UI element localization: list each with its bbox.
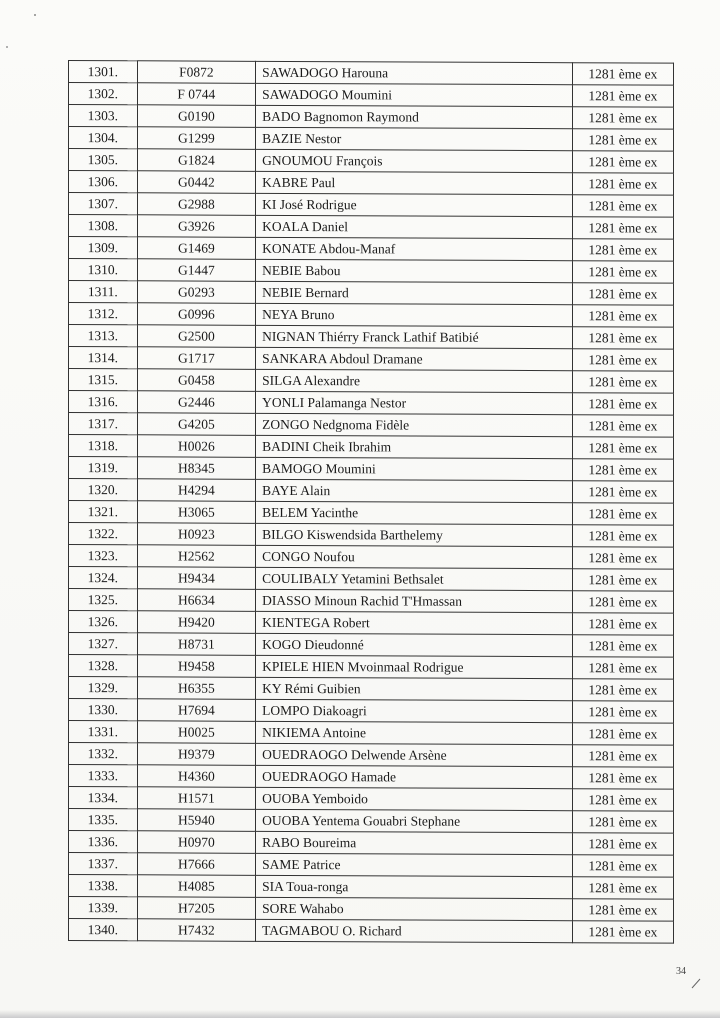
candidate-name-cell: SAME Patrice (256, 853, 573, 876)
registration-code-cell: G1447 (137, 259, 256, 282)
registration-code-cell: G1299 (137, 127, 256, 150)
registration-code-cell: G1717 (137, 347, 256, 370)
registration-code-cell: H7666 (137, 853, 256, 876)
registration-code-cell: H9458 (137, 655, 256, 678)
rank-cell: 1281 ème ex (572, 415, 673, 437)
row-number-cell: 1330. (69, 699, 138, 721)
row-number-cell: 1340. (69, 919, 138, 941)
candidate-name-cell: KY Rémi Guibien (256, 677, 573, 700)
table-row (69, 215, 674, 240)
candidate-name-cell: BELEM Yacinthe (256, 501, 573, 524)
candidate-name-cell: KI José Rodrigue (256, 193, 573, 216)
rank-cell: 1281 ème ex (572, 569, 673, 591)
candidate-name-cell: NIGNAN Thiérry Franck Lathif Batibié (256, 325, 573, 348)
rank-cell: 1281 ème ex (572, 767, 673, 789)
candidate-name-cell: KIENTEGA Robert (256, 611, 573, 634)
candidate-name-cell: GNOUMOU François (256, 149, 573, 172)
row-number-cell: 1337. (69, 853, 138, 875)
row-number-cell: 1335. (69, 809, 138, 831)
rank-cell: 1281 ème ex (572, 503, 673, 525)
candidate-name-cell: BILGO Kiswendsida Barthelemy (256, 523, 573, 546)
row-number-cell: 1317. (69, 413, 138, 435)
rank-cell: 1281 ème ex (572, 63, 673, 85)
rank-cell: 1281 ème ex (572, 723, 673, 745)
rank-cell: 1281 ème ex (572, 173, 673, 195)
registration-code-cell: H7694 (137, 699, 256, 722)
candidate-name-cell: OUEDRAOGO Hamade (256, 765, 573, 788)
registration-code-cell: H8731 (137, 633, 256, 656)
candidate-name-cell: SORE Wahabo (256, 897, 573, 920)
table-row (69, 875, 674, 900)
rank-cell: 1281 ème ex (572, 899, 673, 921)
row-number-cell: 1304. (69, 127, 138, 149)
row-number-cell: 1338. (69, 875, 138, 897)
rank-cell: 1281 ème ex (572, 85, 673, 107)
table-row (69, 171, 674, 196)
row-number-cell: 1308. (69, 215, 138, 237)
rank-cell: 1281 ème ex (572, 371, 673, 393)
registration-code-cell: H1571 (137, 787, 256, 810)
rank-cell: 1281 ème ex (572, 349, 673, 371)
rank-cell: 1281 ème ex (572, 151, 673, 173)
page-number: 34 (676, 966, 686, 977)
table-row (69, 479, 674, 504)
rank-cell: 1281 ème ex (572, 547, 673, 569)
registration-code-cell: G2500 (137, 325, 256, 348)
table-row (69, 677, 674, 702)
candidate-name-cell: SIA Toua-ronga (256, 875, 573, 898)
row-number-cell: 1321. (69, 501, 138, 523)
rank-cell: 1281 ème ex (572, 261, 673, 283)
registration-code-cell: H9379 (137, 743, 256, 766)
candidate-name-cell: OUEDRAOGO Delwende Arsène (256, 743, 573, 766)
registration-code-cell: H9434 (137, 567, 256, 590)
rank-cell: 1281 ème ex (572, 877, 673, 899)
table-row (69, 281, 674, 306)
row-number-cell: 1334. (69, 787, 138, 809)
row-number-cell: 1329. (69, 677, 138, 699)
candidate-name-cell: BAZIE Nestor (256, 127, 573, 150)
results-table (68, 60, 674, 944)
table-row (69, 655, 674, 680)
table-row (69, 391, 674, 416)
candidate-name-cell: NIKIEMA Antoine (256, 721, 573, 744)
registration-code-cell: F0872 (137, 61, 256, 84)
rank-cell: 1281 ème ex (572, 657, 673, 679)
rank-cell: 1281 ème ex (572, 789, 673, 811)
table-row (69, 545, 674, 570)
registration-code-cell: G0458 (137, 369, 256, 392)
rank-cell: 1281 ème ex (572, 613, 673, 635)
rank-cell: 1281 ème ex (572, 107, 673, 129)
registration-code-cell: H0025 (137, 721, 256, 744)
registration-code-cell: H6355 (137, 677, 256, 700)
rank-cell: 1281 ème ex (572, 635, 673, 657)
table-row (69, 369, 674, 394)
rank-cell: 1281 ème ex (572, 811, 673, 833)
table-row (69, 743, 674, 768)
row-number-cell: 1332. (69, 743, 138, 765)
rank-cell: 1281 ème ex (572, 921, 673, 943)
speck-mark (6, 46, 8, 48)
table-row (69, 787, 674, 812)
candidate-name-cell: KOGO Dieudonné (256, 633, 573, 656)
table-row (69, 765, 674, 790)
candidate-name-cell: CONGO Noufou (256, 545, 573, 568)
candidate-name-cell: SANKARA Abdoul Dramane (256, 347, 573, 370)
registration-code-cell: H2562 (137, 545, 256, 568)
registration-code-cell: F 0744 (137, 83, 256, 106)
candidate-name-cell: KOALA Daniel (256, 215, 573, 238)
row-number-cell: 1314. (69, 347, 138, 369)
table-row (69, 303, 674, 328)
registration-code-cell: G1824 (137, 149, 256, 172)
table-row (69, 457, 674, 482)
candidate-name-cell: KPIELE HIEN Mvoinmaal Rodrigue (256, 655, 573, 678)
table-row (69, 523, 674, 548)
row-number-cell: 1301. (69, 61, 138, 83)
rank-cell: 1281 ème ex (572, 129, 673, 151)
registration-code-cell: H0923 (137, 523, 256, 546)
table-row (69, 633, 674, 658)
table-row (69, 721, 674, 746)
registration-code-cell: H0026 (137, 435, 256, 458)
row-number-cell: 1302. (69, 83, 138, 105)
table-row (69, 897, 674, 922)
row-number-cell: 1309. (69, 237, 138, 259)
registration-code-cell: G2988 (137, 193, 256, 216)
candidate-name-cell: ZONGO Nedgnoma Fidèle (256, 413, 573, 436)
candidate-name-cell: NEBIE Bernard (256, 281, 573, 304)
candidate-name-cell: SAWADOGO Harouna (256, 61, 573, 84)
row-number-cell: 1325. (69, 589, 138, 611)
registration-code-cell: H8345 (137, 457, 256, 480)
table-row (69, 919, 674, 944)
registration-code-cell: H5940 (137, 809, 256, 832)
table-row (69, 149, 674, 174)
rank-cell: 1281 ème ex (572, 481, 673, 503)
row-number-cell: 1336. (69, 831, 138, 853)
row-number-cell: 1322. (69, 523, 138, 545)
row-number-cell: 1319. (69, 457, 138, 479)
candidate-name-cell: LOMPO Diakoagri (256, 699, 573, 722)
rank-cell: 1281 ème ex (572, 525, 673, 547)
row-number-cell: 1307. (69, 193, 138, 215)
rank-cell: 1281 ème ex (572, 437, 673, 459)
table-row (69, 567, 674, 592)
rank-cell: 1281 ème ex (572, 701, 673, 723)
registration-code-cell: G0190 (137, 105, 256, 128)
table-row (69, 435, 674, 460)
rank-cell: 1281 ème ex (572, 591, 673, 613)
row-number-cell: 1331. (69, 721, 138, 743)
row-number-cell: 1313. (69, 325, 138, 347)
table-row (69, 413, 674, 438)
row-number-cell: 1324. (69, 567, 138, 589)
registration-code-cell: H3065 (137, 501, 256, 524)
rank-cell: 1281 ème ex (572, 305, 673, 327)
row-number-cell: 1312. (69, 303, 138, 325)
rank-cell: 1281 ème ex (572, 239, 673, 261)
table-row (69, 325, 674, 350)
row-number-cell: 1306. (69, 171, 138, 193)
registration-code-cell: G1469 (137, 237, 256, 260)
candidate-name-cell: KONATE Abdou-Manaf (256, 237, 573, 260)
row-number-cell: 1320. (69, 479, 138, 501)
rank-cell: 1281 ème ex (572, 217, 673, 239)
table-row (69, 611, 674, 636)
row-number-cell: 1339. (69, 897, 138, 919)
row-number-cell: 1310. (69, 259, 138, 281)
table-row (69, 61, 674, 86)
scan-edge-shadow (0, 1010, 720, 1018)
registration-code-cell: G0442 (137, 171, 256, 194)
table-row (69, 83, 674, 108)
candidate-name-cell: TAGMABOU O. Richard (256, 919, 573, 942)
table-row (69, 347, 674, 372)
speck-mark (34, 14, 36, 16)
candidate-name-cell: DIASSO Minoun Rachid T'Hmassan (256, 589, 573, 612)
row-number-cell: 1323. (69, 545, 138, 567)
results-table-body (69, 61, 674, 944)
registration-code-cell: H4360 (137, 765, 256, 788)
registration-code-cell: H4294 (137, 479, 256, 502)
table-row (69, 237, 674, 262)
candidate-name-cell: SILGA Alexandre (256, 369, 573, 392)
row-number-cell: 1316. (69, 391, 138, 413)
pen-stroke-mark (690, 976, 704, 990)
rank-cell: 1281 ème ex (572, 745, 673, 767)
registration-code-cell: G0996 (137, 303, 256, 326)
candidate-name-cell: COULIBALY Yetamini Bethsalet (256, 567, 573, 590)
registration-code-cell: H9420 (137, 611, 256, 634)
registration-code-cell: G0293 (137, 281, 256, 304)
registration-code-cell: H6634 (137, 589, 256, 612)
candidate-name-cell: YONLI Palamanga Nestor (256, 391, 573, 414)
table-row (69, 259, 674, 284)
candidate-name-cell: BADO Bagnomon Raymond (256, 105, 573, 128)
registration-code-cell: H4085 (137, 875, 256, 898)
rank-cell: 1281 ème ex (572, 855, 673, 877)
table-row (69, 853, 674, 878)
table-row (69, 809, 674, 834)
registration-code-cell: H7432 (137, 919, 256, 942)
candidate-name-cell: KABRE Paul (256, 171, 573, 194)
registration-code-cell: G2446 (137, 391, 256, 414)
row-number-cell: 1328. (69, 655, 138, 677)
candidate-name-cell: NEYA Bruno (256, 303, 573, 326)
candidate-name-cell: BAYE Alain (256, 479, 573, 502)
rank-cell: 1281 ème ex (572, 327, 673, 349)
rank-cell: 1281 ème ex (572, 833, 673, 855)
registration-code-cell: H0970 (137, 831, 256, 854)
candidate-name-cell: RABO Boureima (256, 831, 573, 854)
rank-cell: 1281 ème ex (572, 679, 673, 701)
row-number-cell: 1318. (69, 435, 138, 457)
candidate-name-cell: BAMOGO Moumini (256, 457, 573, 480)
row-number-cell: 1333. (69, 765, 138, 787)
candidate-name-cell: OUOBA Yemboido (256, 787, 573, 810)
table-row (69, 193, 674, 218)
row-number-cell: 1311. (69, 281, 138, 303)
registration-code-cell: G4205 (137, 413, 256, 436)
row-number-cell: 1315. (69, 369, 138, 391)
registration-code-cell: H7205 (137, 897, 256, 920)
table-row (69, 831, 674, 856)
table-row (69, 501, 674, 526)
rank-cell: 1281 ème ex (572, 459, 673, 481)
candidate-name-cell: NEBIE Babou (256, 259, 573, 282)
rank-cell: 1281 ème ex (572, 393, 673, 415)
registration-code-cell: G3926 (137, 215, 256, 238)
table-row (69, 105, 674, 130)
table-row (69, 127, 674, 152)
table-row (69, 699, 674, 724)
candidate-name-cell: SAWADOGO Moumini (256, 83, 573, 106)
candidate-name-cell: BADINI Cheik Ibrahim (256, 435, 573, 458)
rank-cell: 1281 ème ex (572, 283, 673, 305)
row-number-cell: 1303. (69, 105, 138, 127)
table-row (69, 589, 674, 614)
candidate-name-cell: OUOBA Yentema Gouabri Stephane (256, 809, 573, 832)
row-number-cell: 1327. (69, 633, 138, 655)
rank-cell: 1281 ème ex (572, 195, 673, 217)
row-number-cell: 1305. (69, 149, 138, 171)
row-number-cell: 1326. (69, 611, 138, 633)
